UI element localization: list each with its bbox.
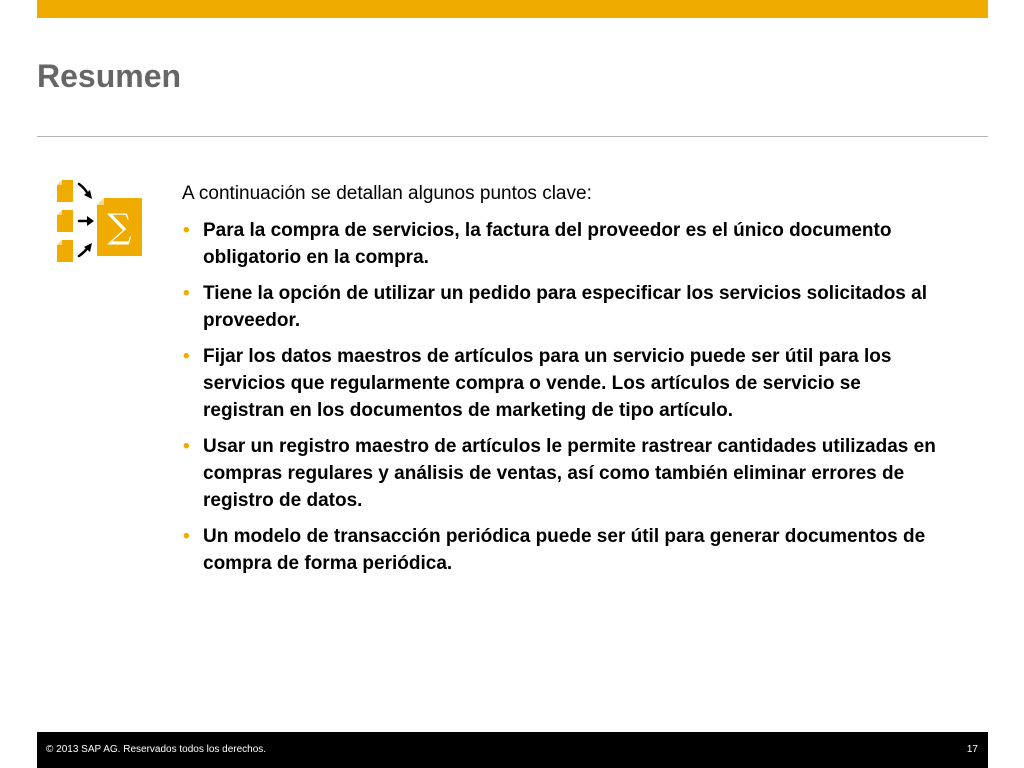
top-accent-bar	[37, 0, 988, 18]
list-item-text: Un modelo de transacción periódica puede ser útil para generar documentos de compra de forma periódica.	[203, 526, 926, 574]
list-item	[182, 280, 942, 334]
bullet-icon: •	[183, 283, 190, 304]
documents-sum-icon	[52, 176, 152, 276]
list-item-text: Fijar los datos maestros de artículos para un servicio puede ser útil para los servicios que regularmente compra o vende. Los artículos de servicio se registran en los documentos de marketing de tipo artículo.	[203, 346, 892, 421]
list-item-text: Tiene la opción de utilizar un pedido para especificar los servicios solicitados al proveedor.	[203, 283, 927, 331]
key-points-list	[182, 217, 942, 577]
footer-bar	[37, 732, 988, 768]
list-item	[182, 433, 942, 514]
bullet-icon: •	[183, 436, 190, 457]
page-number: 17	[966, 744, 978, 755]
slide-content	[182, 181, 942, 586]
page-title: Resumen	[37, 58, 182, 94]
sum-symbol: ∑	[107, 207, 132, 247]
list-item-text: Usar un registro maestro de artículos le permite rastrear cantidades utilizadas en compras regulares y análisis de ventas, así como también eliminar errores de registro de datos.	[203, 436, 936, 511]
list-item	[182, 343, 942, 424]
copyright-text: © 2013 SAP AG. Reservados todos los derechos.	[46, 744, 267, 755]
bullet-icon: •	[183, 526, 190, 547]
title-divider	[37, 136, 988, 137]
bullet-icon: •	[183, 346, 190, 367]
list-item	[182, 217, 942, 271]
intro-text: A continuación se detallan algunos puntos clave:	[182, 183, 592, 204]
list-item	[182, 523, 942, 577]
list-item-text: Para la compra de servicios, la factura del proveedor es el único documento obligatorio en la compra.	[203, 220, 892, 268]
bullet-icon: •	[183, 220, 190, 241]
